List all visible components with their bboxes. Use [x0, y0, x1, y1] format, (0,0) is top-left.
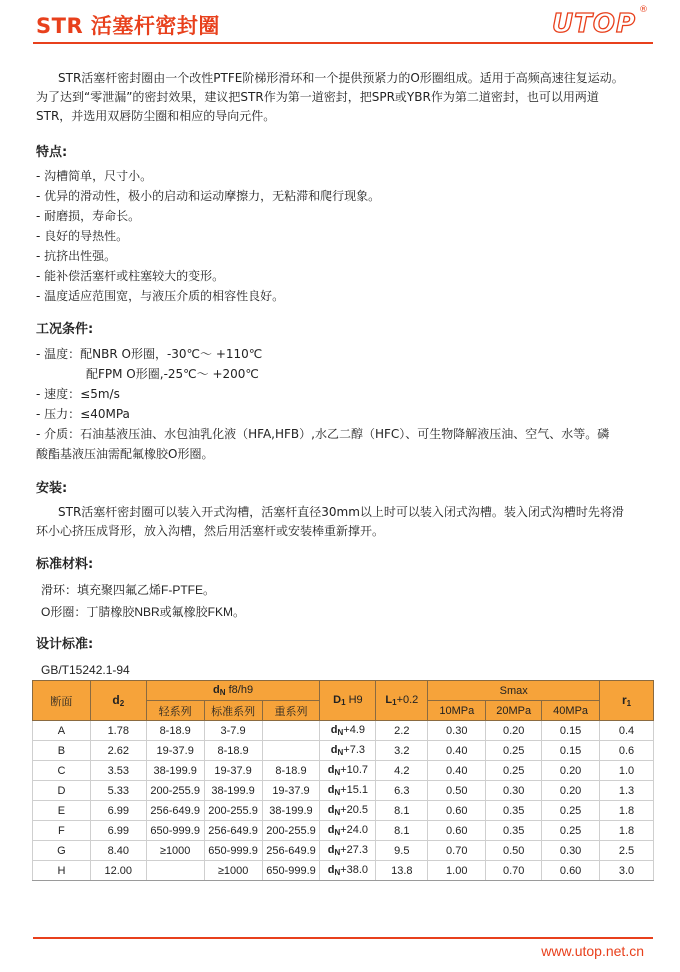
- table-row: [33, 801, 654, 821]
- table-cell-heavy: 650-999.9: [262, 861, 320, 881]
- col-header-d2: $d_2$: [90, 681, 146, 721]
- table-cell-l1: 13.8: [376, 861, 428, 881]
- install-line-1: STR活塞杆密封圈可以装入开式沟槽，活塞杆直径30mm以上时可以装入闭式沟槽。装入闭式沟槽时先将滑: [58, 505, 624, 519]
- table-cell-r1: 0.6: [600, 741, 654, 761]
- table-cell-s20: 0.70: [486, 861, 542, 881]
- col-header-40mpa: 40MPa: [542, 701, 600, 721]
- table-cell-d2: 6.99: [90, 801, 146, 821]
- table-cell-d2: 8.40: [90, 841, 146, 861]
- condition-temperature: - 温度：配NBR O形圈，-30℃～ +110℃: [36, 347, 263, 361]
- col-header-standard: 标准系列: [204, 701, 262, 721]
- table-cell-sec: A: [33, 721, 91, 741]
- table-cell-light: 8-18.9: [146, 721, 204, 741]
- table-cell-std: 650-999.9: [204, 841, 262, 861]
- col-header-dn: $d_N$ f8/h9: [146, 681, 320, 701]
- condition-speed: - 速度：≤5m/s: [36, 387, 120, 401]
- features-heading: 特点:: [36, 145, 68, 160]
- table-cell-std: 3-7.9: [204, 721, 262, 741]
- table-cell-r1: 1.0: [600, 761, 654, 781]
- table-cell-heavy: [262, 741, 320, 761]
- table-cell-sec: D: [33, 781, 91, 801]
- table-cell-heavy: 256-649.9: [262, 841, 320, 861]
- table-cell-sec: G: [33, 841, 91, 861]
- table-cell-s10: 0.60: [428, 821, 486, 841]
- footer-divider: [33, 937, 653, 939]
- col-header-l1: $L_1+0.2$: [376, 681, 428, 721]
- conditions-list: [36, 344, 609, 464]
- table-cell-light: 19-37.9: [146, 741, 204, 761]
- table-cell-heavy: 200-255.9: [262, 821, 320, 841]
- condition-temperature-fpm: 配FPM O形圈,-25℃～ +200℃: [86, 367, 259, 381]
- table-cell-d1: $d_N+4.9$: [320, 721, 376, 741]
- table-cell-d1: $d_N+15.1$: [320, 781, 376, 801]
- table-cell-l1: 6.3: [376, 781, 428, 801]
- table-cell-s20: 0.35: [486, 801, 542, 821]
- table-cell-light: 38-199.9: [146, 761, 204, 781]
- table-cell-s20: 0.30: [486, 781, 542, 801]
- feature-item: - 优异的滑动性，极小的启动和运动摩擦力，无粘滞和爬行现象。: [36, 189, 381, 203]
- table-cell-sec: E: [33, 801, 91, 821]
- feature-item: - 沟槽简单，尺寸小。: [36, 169, 153, 183]
- col-header-section: 断面: [33, 681, 91, 721]
- table-cell-s10: 0.30: [428, 721, 486, 741]
- table-row: [33, 841, 654, 861]
- table-cell-l1: 8.1: [376, 801, 428, 821]
- table-cell-d1: $d_N+20.5$: [320, 801, 376, 821]
- table-cell-r1: 1.8: [600, 801, 654, 821]
- materials-list: [41, 579, 659, 623]
- table-cell-std: 256-649.9: [204, 821, 262, 841]
- table-cell-heavy: [262, 721, 320, 741]
- table-cell-d1: $d_N+24.0$: [320, 821, 376, 841]
- col-header-d1: $D_1$ H9: [320, 681, 376, 721]
- table-cell-sec: C: [33, 761, 91, 781]
- table-row: [33, 861, 654, 881]
- feature-item: - 抗挤出性强。: [36, 249, 117, 263]
- table-cell-heavy: 8-18.9: [262, 761, 320, 781]
- table-row: [33, 761, 654, 781]
- table-cell-l1: 8.1: [376, 821, 428, 841]
- conditions-heading: 工况条件:: [36, 322, 94, 337]
- material-ring: 滑环：填充聚四氟乙烯F-PTFE。: [41, 583, 215, 597]
- table-cell-d1: $d_N+27.3$: [320, 841, 376, 861]
- table-cell-heavy: 19-37.9: [262, 781, 320, 801]
- material-oring: O形圈：丁腈橡胶NBR或氟橡胶FKM。: [41, 605, 246, 619]
- table-cell-s10: 0.40: [428, 741, 486, 761]
- table-cell-s40: 0.20: [542, 761, 600, 781]
- col-header-smax: Smax: [428, 681, 600, 701]
- table-cell-l1: 4.2: [376, 761, 428, 781]
- table-cell-s10: 0.60: [428, 801, 486, 821]
- table-cell-r1: 2.5: [600, 841, 654, 861]
- table-row: [33, 781, 654, 801]
- table-cell-r1: 1.8: [600, 821, 654, 841]
- table-cell-s40: 0.25: [542, 801, 600, 821]
- table-cell-s20: 0.35: [486, 821, 542, 841]
- table-cell-light: 650-999.9: [146, 821, 204, 841]
- features-list: [36, 166, 380, 306]
- table-cell-std: 38-199.9: [204, 781, 262, 801]
- table-cell-s40: 0.30: [542, 841, 600, 861]
- page-title: STR 活塞杆密封圈: [36, 14, 220, 38]
- condition-media: - 介质：石油基液压油、水包油乳化液（HFA,HFB）,水乙二醇（HFC）、可生物降解液压油、空气、水等。磷: [36, 427, 610, 441]
- materials-heading: 标准材料:: [36, 557, 94, 572]
- header-divider: [33, 42, 653, 44]
- intro-line-2: 为了达到“零泄漏”的密封效果，建议把STR作为第一道密封，把SPR或YBR作为第二道密封，也可以用两道: [36, 90, 599, 104]
- table-cell-d2: 3.53: [90, 761, 146, 781]
- feature-item: - 温度适应范围宽，与液压介质的相容性良好。: [36, 289, 285, 303]
- col-header-heavy: 重系列: [262, 701, 320, 721]
- table-cell-l1: 3.2: [376, 741, 428, 761]
- table-cell-d2: 1.78: [90, 721, 146, 741]
- feature-item: - 耐磨损，寿命长。: [36, 209, 141, 223]
- table-cell-r1: 0.4: [600, 721, 654, 741]
- table-cell-s20: 0.50: [486, 841, 542, 861]
- table-cell-sec: H: [33, 861, 91, 881]
- table-cell-heavy: 38-199.9: [262, 801, 320, 821]
- table-cell-light: ≥1000: [146, 841, 204, 861]
- table-cell-d2: 12.00: [90, 861, 146, 881]
- table-cell-s40: 0.15: [542, 741, 600, 761]
- install-heading: 安装:: [36, 481, 68, 496]
- table-cell-s10: 0.50: [428, 781, 486, 801]
- dimension-table: [32, 680, 654, 881]
- install-paragraph: [36, 503, 654, 541]
- logo-wordmark: UTOP: [552, 9, 637, 39]
- table-cell-d2: 5.33: [90, 781, 146, 801]
- table-cell-light: 200-255.9: [146, 781, 204, 801]
- table-cell-sec: F: [33, 821, 91, 841]
- footer-url: www.utop.net.cn: [541, 943, 644, 959]
- table-cell-r1: 1.3: [600, 781, 654, 801]
- table-cell-sec: B: [33, 741, 91, 761]
- table-row: [33, 821, 654, 841]
- intro-line-3: STR，并选用双唇防尘圈和相应的导向元件。: [36, 109, 276, 123]
- table-row: [33, 741, 654, 761]
- table-cell-std: 19-37.9: [204, 761, 262, 781]
- col-header-10mpa: 10MPa: [428, 701, 486, 721]
- col-header-light: 轻系列: [146, 701, 204, 721]
- table-cell-s40: 0.25: [542, 821, 600, 841]
- table-cell-r1: 3.0: [600, 861, 654, 881]
- table-cell-s40: 0.60: [542, 861, 600, 881]
- table-cell-s10: 0.40: [428, 761, 486, 781]
- table-cell-s40: 0.15: [542, 721, 600, 741]
- intro-line-1: STR活塞杆密封圈由一个改性PTFE阶梯形滑环和一个提供预紧力的O形圈组成。适用于高频高速往复运动。: [58, 71, 624, 85]
- standard-code: GB/T15242.1-94: [41, 663, 130, 677]
- feature-item: - 能补偿活塞杆或柱塞较大的变形。: [36, 269, 225, 283]
- table-cell-d1: $d_N+10.7$: [320, 761, 376, 781]
- table-header-row: [33, 681, 654, 701]
- table-cell-l1: 2.2: [376, 721, 428, 741]
- table-cell-d1: $d_N+7.3$: [320, 741, 376, 761]
- table-cell-light: [146, 861, 204, 881]
- condition-media-cont: 酸酯基液压油需配氟橡胶O形圈。: [36, 447, 214, 461]
- utop-logo: [552, 5, 652, 41]
- install-line-2: 环小心挤压成肾形，放入沟槽，然后用活塞杆或安装棒重新撑开。: [36, 524, 385, 538]
- table-cell-light: 256-649.9: [146, 801, 204, 821]
- table-cell-std: 200-255.9: [204, 801, 262, 821]
- table-cell-std: 8-18.9: [204, 741, 262, 761]
- feature-item: - 良好的导热性。: [36, 229, 129, 243]
- table-cell-d2: 6.99: [90, 821, 146, 841]
- design-heading: 设计标准:: [36, 637, 94, 652]
- table-cell-s20: 0.20: [486, 721, 542, 741]
- intro-paragraph: [36, 69, 654, 126]
- col-header-r1: $r_1$: [600, 681, 654, 721]
- table-cell-d1: $d_N+38.0$: [320, 861, 376, 881]
- table-cell-d2: 2.62: [90, 741, 146, 761]
- table-cell-s10: 0.70: [428, 841, 486, 861]
- table-cell-std: ≥1000: [204, 861, 262, 881]
- table-cell-l1: 9.5: [376, 841, 428, 861]
- table-cell-s20: 0.25: [486, 761, 542, 781]
- condition-pressure: - 压力：≤40MPa: [36, 407, 130, 421]
- table-body: [33, 721, 654, 881]
- table-row: [33, 721, 654, 741]
- table-cell-s40: 0.20: [542, 781, 600, 801]
- col-header-20mpa: 20MPa: [486, 701, 542, 721]
- table-cell-s10: 1.00: [428, 861, 486, 881]
- registered-mark: ®: [639, 5, 648, 15]
- table-cell-s20: 0.25: [486, 741, 542, 761]
